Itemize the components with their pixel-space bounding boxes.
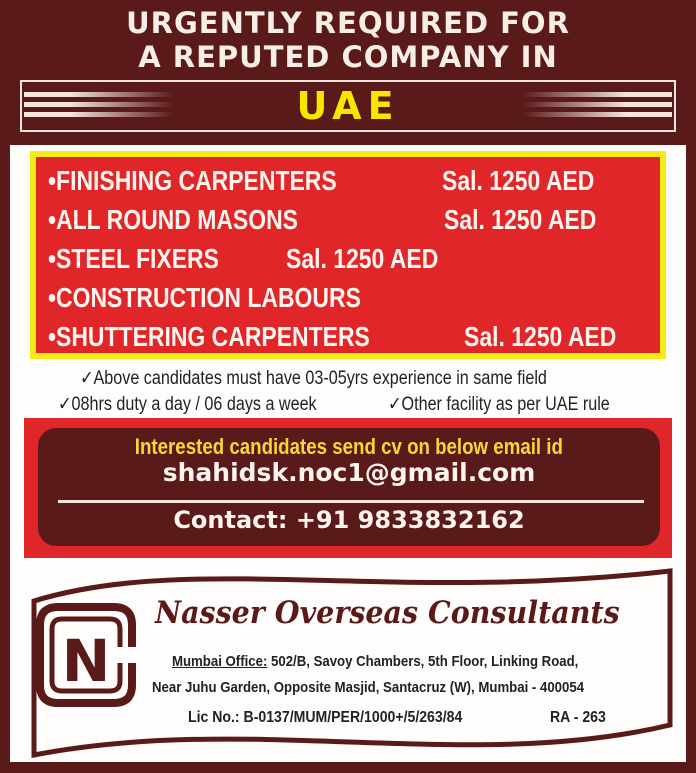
jobs-list	[30, 151, 666, 359]
address-line-2: Near Juhu Garden, Opposite Masjid, Santacruz (W), Mumbai - 400054	[152, 679, 585, 696]
email-link[interactable]: shahidsk.noc1@gmail.com	[162, 458, 536, 487]
job-salary: Sal. 1250 AED	[286, 243, 439, 274]
divider	[58, 500, 644, 503]
job-salary: Sal. 1250 AED	[442, 165, 595, 196]
company-info	[10, 563, 686, 762]
address-line-1: Mumbai Office: 502/B, Savoy Chambers, 5th Floor, Linking Road,	[172, 653, 579, 670]
country-band	[20, 80, 676, 132]
headline-line-2: A REPUTED COMPANY IN	[138, 40, 558, 74]
job-title: •ALL ROUND MASONS	[48, 204, 298, 235]
office-label: Mumbai Office:	[172, 653, 268, 670]
headline-line-1: URGENTLY REQUIRED FOR	[126, 6, 570, 40]
note-duty-hours: ✓08hrs duty a day / 06 days a week	[58, 394, 317, 415]
header-banner	[0, 0, 696, 145]
ra-number: RA - 263	[550, 709, 606, 726]
svg-text:N: N	[61, 627, 111, 695]
contact-section	[24, 418, 672, 558]
note-experience: ✓Above candidates must have 03-05yrs experience in same field	[80, 368, 547, 389]
company-logo-icon	[36, 603, 136, 707]
company-name: Nasser Overseas Consultants	[155, 595, 620, 631]
license-number: Lic No.: B-0137/MUM/PER/1000+/5/263/84	[188, 709, 463, 726]
job-salary: Sal. 1250 AED	[464, 321, 617, 352]
cv-instruction: Interested candidates send cv on below email id	[134, 434, 564, 459]
job-title: •FINISHING CARPENTERS	[48, 165, 337, 196]
decorative-stripes-right	[522, 86, 672, 126]
job-title: •STEEL FIXERS	[48, 243, 219, 274]
job-title: •CONSTRUCTION LABOURS	[48, 282, 361, 313]
job-salary: Sal. 1250 AED	[444, 204, 597, 235]
job-title: •SHUTTERING CARPENTERS	[48, 321, 370, 352]
content-panel	[10, 145, 686, 762]
phone-number[interactable]: Contact: +91 9833832162	[173, 506, 525, 534]
country-label: UAE	[296, 84, 400, 128]
note-facility: ✓Other facility as per UAE rule	[388, 394, 610, 415]
